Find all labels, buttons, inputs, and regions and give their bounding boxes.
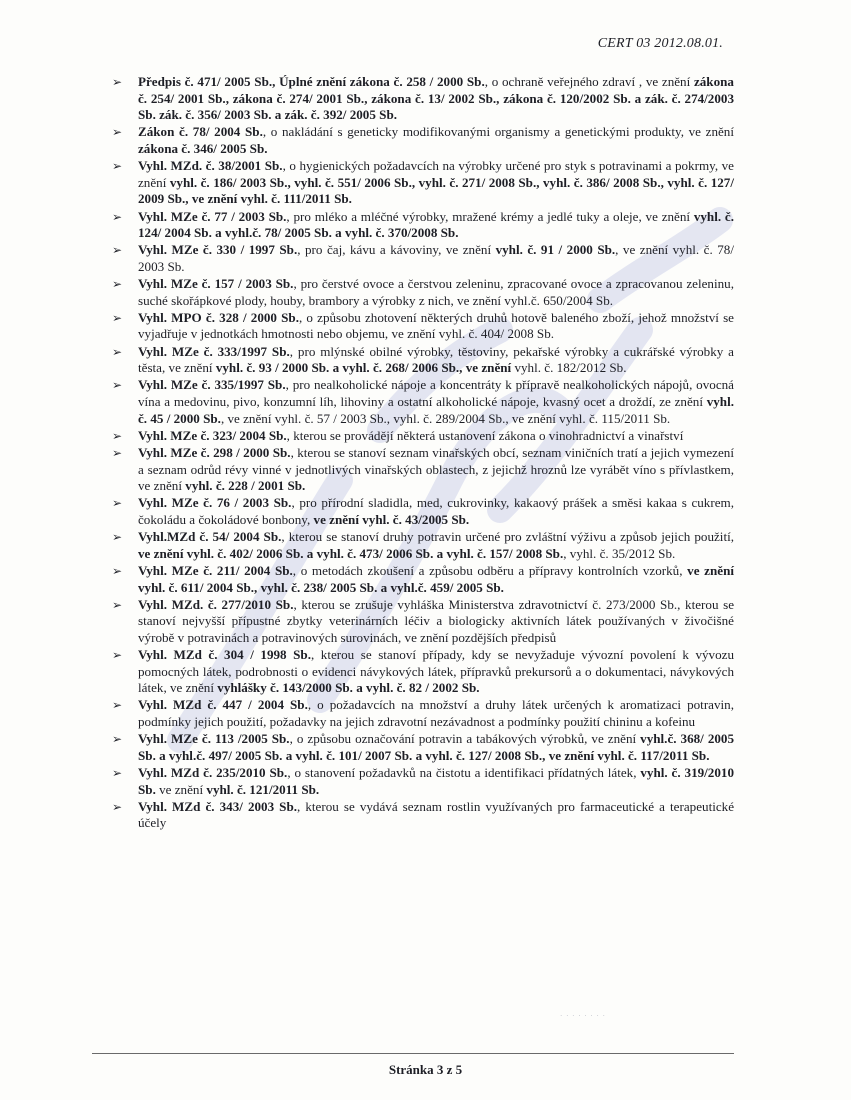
item-amendments: vyhl.č. 368/ 2005 Sb. a vyhl.č. 497/ 2005 Sb. a vyhl. č. 101/ 2007 Sb. a vyhl. č. 127/ 2008 Sb., ve znění vyhl. č. 117/2011 Sb. [138,731,735,763]
item-title: Vyhl. MZd. č. 277/2010 Sb. [138,596,294,612]
item-text: , o nakládání s geneticky modifikovanými organismy a genetickými produkty, ve znění [262,124,734,140]
item-text-tail: vyhl. č. 182/2012 Sb. [511,360,627,376]
item-title: Vyhl. MZe č. 76 / 2003 Sb. [138,495,292,511]
faint-stamp: · · · · · · · · [560,1012,606,1020]
item-text: , kterou se stanoví seznam vinařských obcí, seznam viničních tratí a jejich vymezení a seznam odrůd révy vinné v jednotlivých vinařských oblastech, z jejichž hroznů lze vyrábět víno s přívlastkem, ve znění [138,445,734,494]
list-item [110,495,734,528]
item-title: Vyhl. MZd č. 447 / 2004 Sb. [138,697,308,713]
item-amendments: vyhl. č. 45 / 2000 Sb. [138,394,734,426]
list-item [110,377,734,427]
item-title: Vyhl. MZe č. 333/1997 Sb. [138,343,290,359]
item-title: Vyhl.MZd č. 54/ 2004 Sb. [138,529,282,545]
item-amendments: ve znění vyhl. č. 43/2005 Sb. [313,511,470,527]
list-item [110,799,734,832]
item-text-tail: , vyhl. č. 35/2012 Sb. [563,545,676,561]
list-item [110,158,734,208]
item-title: Vyhl. MZd č. 304 / 1998 Sb. [138,647,311,663]
item-title: Vyhl. MZd. č. 38/2001 Sb. [138,158,283,174]
item-title: Vyhl. MZe č. 113 /2005 Sb. [138,731,290,747]
list-item [110,242,734,275]
item-text: , o požadavcích na množství a druhy látek určených k aromatizaci potravin, podmínky jejich použití, požadavky na jejich zdravotní nezávadnost a podmínky použití chininu a kofeinu [138,697,734,730]
item-text-tail: ve znění [155,781,207,797]
item-text: , kterou se zrušuje vyhláška Ministerstva zdravotnictví č. 273/2000 Sb., kterou se stanoví nejvyšší přípustné zbytky veterinárních léčiv a biologicky aktivních látek používaných v živočišné výrobě v potravinách a potravinových surovinách, ve znění pozdějších předpisů [138,596,735,645]
item-title: Vyhl. MZd č. 343/ 2003 Sb. [138,798,298,814]
list-item [110,731,734,764]
item-text: , kterou se stanoví případy, kdy se nevyžaduje vývozní povolení k vývozu pomocných látek, podrobnosti o evidenci návykových látek, přípravků prekursorů a o dokumentaci, návykových látek, ve znění [138,647,734,696]
page-number: Stránka 3 z 5 [388,1062,463,1077]
item-text: , o hygienických požadavcích na výrobky určené pro styk s potravinami a pokrmy, ve znění [138,158,734,190]
item-title: Předpis č. 471/ 2005 Sb., Úplné znění zákona č. 258 / 2000 Sb. [138,74,485,89]
item-title: Vyhl. MZd č. 235/2010 Sb. [138,765,288,781]
item-amendments: vyhl. č. 91 / 2000 Sb. [495,242,616,258]
item-text: , kterou se vydává seznam rostlin využívaných pro farmaceutické a terapeutické účely [138,798,735,831]
item-title: Vyhl. MZe č. 77 / 2003 Sb. [138,208,287,224]
item-text: , pro čerstvé ovoce a čerstvou zeleninu, zpracované ovoce a zpracovanou zeleninu, suché skořápkové plody, houby, brambory a výrobky z nich, ve znění vyhl.č. 650/2004 Sb. [138,276,734,308]
list-item [110,428,734,445]
item-amendments: ve znění vyhl. č. 402/ 2006 Sb. a vyhl. č. 473/ 2006 Sb. a vyhl. č. 157/ 2008 Sb. [138,545,564,561]
item-text: , pro mléko a mléčné výrobky, mražené krémy a jedlé tuky a oleje, ve znění [286,208,694,224]
item-text: , kterou se provádějí některá ustanovení zákona o vinohradnictví a vinařství [286,427,684,443]
item-title: Vyhl. MZe č. 335/1997 Sb. [138,377,286,393]
item-title: Vyhl. MZe č. 211/ 2004 Sb. [138,562,293,578]
item-text: , o stanovení požadavků na čistotu a identifikaci přídatných látek, [287,765,641,781]
item-amendments: vyhl. č. 319/2010 Sb. [138,765,734,797]
item-title: Vyhl. MZe č. 330 / 1997 Sb. [138,242,298,258]
list-item [110,124,734,157]
item-text-tail: , ve znění vyhl. č. 57 / 2003 Sb., vyhl. č. 289/2004 Sb., ve znění vyhl. č. 115/2011 Sb. [220,410,671,426]
item-text: , pro nealkoholické nápoje a koncentráty k přípravě nealkoholických nápojů, ovocná vína a medovinu, pivo, konzumní líh, lihoviny a ostatní alkoholické nápoje, kvasný ocet a droždí, ze znění [138,377,734,410]
item-amendments: ve znění vyhl. č. 611/ 2004 Sb., vyhl. č. 238/ 2005 Sb. a vyhl.č. 459/ 2005 Sb. [138,562,734,595]
item-amendments-extra: vyhl. č. 121/2011 Sb. [206,781,320,797]
item-amendments: vyhl. č. 228 / 2001 Sb. [185,478,306,494]
item-title: Vyhl. MZe č. 298 / 2000 Sb. [138,445,291,460]
item-amendments: zákona č. 254/ 2001 Sb., zákona č. 274/ 2001 Sb., zákona č. 13/ 2002 Sb., zákona č. 120/2002 Sb. a zák. č. 274/2003 Sb. zák. č. 356/ 2003 Sb. a zák. č. 392/ 2005 Sb. [138,74,734,123]
document-code: CERT 03 2012.08.01. [597,36,723,51]
item-amendments: vyhl. č. 186/ 2003 Sb., vyhl. č. 551/ 2006 Sb., vyhl. č. 271/ 2008 Sb., vyhl. č. 386/ 2008 Sb., vyhl. č. 127/ 2009 Sb., ve znění vyhl. č. 111/2011 Sb. [138,174,734,207]
list-item [110,209,734,242]
list-item [110,765,734,798]
item-text: , o způsobu označování potravin a tabákových výrobků, ve znění [289,731,641,747]
item-amendments: vyhlášky č. 143/2000 Sb. a vyhl. č. 82 / 2002 Sb. [217,680,480,696]
item-text: , pro mlýnské obilné výrobky, těstoviny, pekařské výrobky a cukrářské výrobky a těsta, ve znění [138,343,734,376]
item-amendments: vyhl. č. 93 / 2000 Sb. a vyhl. č. 268/ 2006 Sb., ve znění [215,360,512,376]
item-text: , o metodách zkoušení a způsobu odběru a přípravy kontrolních vzorků, [292,562,688,578]
item-text: , pro čaj, kávu a kávoviny, ve znění [297,242,496,258]
item-title: Vyhl. MPO č. 328 / 2000 Sb. [138,309,299,325]
item-text: , kterou se stanoví druhy potravin určené pro zvláštní výživu a způsob jejich použití, [281,529,734,545]
list-item [110,445,734,495]
footer-divider [92,1053,734,1054]
item-text: , pro přírodní sladidla, med, cukrovinky, kakaový prášek a směsi kakaa s cukrem, čokoládu a čokoládové bonbony, [138,495,734,527]
list-item [110,529,734,562]
item-text-tail: , ve znění vyhl. č. 78/ 2003 Sb. [138,242,734,274]
item-text: , o způsobu zhotovení některých druhů hotově baleného zboží, jehož množství se vyjadřuje v jednotkách hmotnosti nebo objemu, ve znění vyhl. č. 404/ 2008 Sb. [138,309,734,342]
list-item [110,697,734,730]
item-amendments: zákona č. 346/ 2005 Sb. [138,140,268,156]
list-item [110,310,734,343]
item-text: , o ochraně veřejného zdraví , ve znění [484,74,694,89]
list-item [110,597,734,647]
regulation-list [110,74,734,833]
list-item [110,647,734,697]
list-item [110,276,734,309]
item-title: Vyhl. MZe č. 323/ 2004 Sb. [138,427,287,443]
list-item [110,563,734,596]
item-title: Zákon č. 78/ 2004 Sb. [138,124,263,140]
item-amendments: vyhl. č. 124/ 2004 Sb. a vyhl.č. 78/ 2005 Sb. a vyhl. č. 370/2008 Sb. [138,208,734,241]
list-item [110,74,734,124]
list-item [110,344,734,377]
item-title: Vyhl. MZe č. 157 / 2003 Sb. [138,276,294,292]
